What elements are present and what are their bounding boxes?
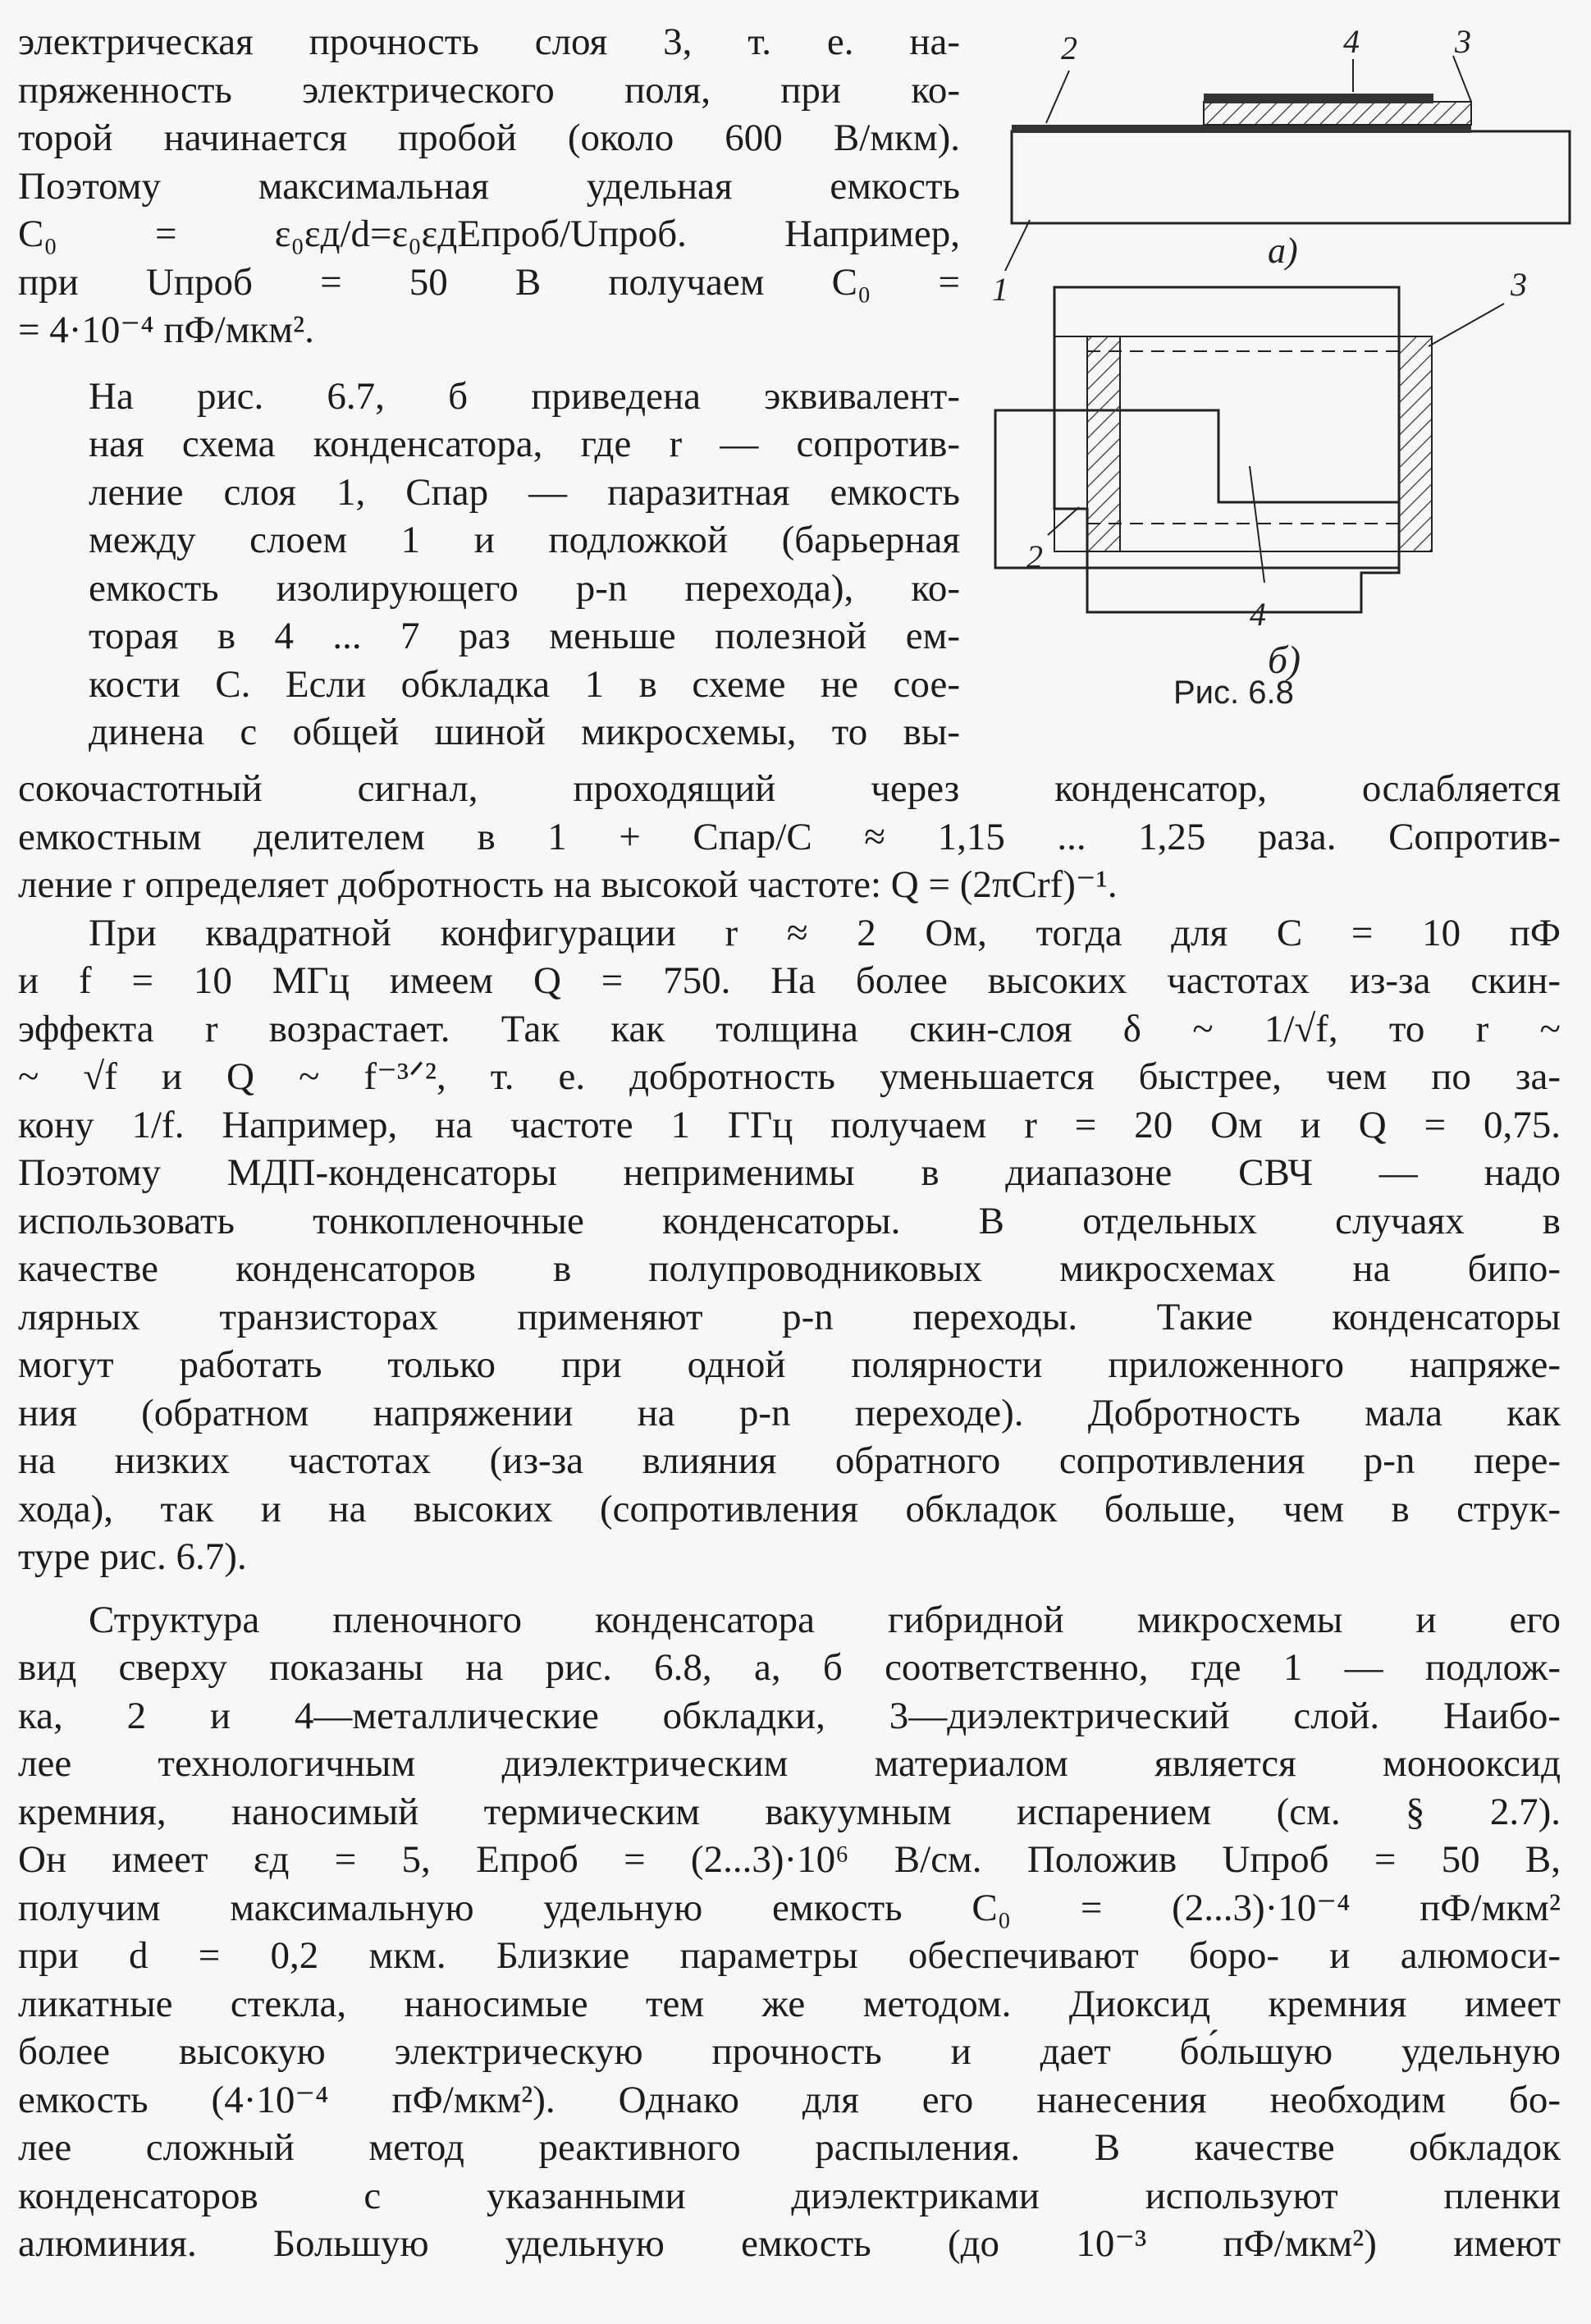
bottom-plate — [1012, 125, 1471, 133]
text-line: при d = 0,2 мкм. Близкие параметры обеспечивают боро- и алюмоси- — [18, 1934, 1561, 1977]
text-line: Поэтому максимальная удельная емкость — [18, 164, 960, 208]
text-line: Поэтому МДП-конденсаторы неприменимы в диапазоне СВЧ — надо — [18, 1151, 1561, 1194]
top-view-b — [995, 266, 1527, 682]
text-line: кремния, наносимый термическим вакуумным испарением (см. § 2.7). — [18, 1790, 1561, 1833]
figure-caption: Рис. 6.8 — [1173, 675, 1294, 711]
substrate — [1012, 131, 1570, 223]
bottom-plate-outline — [995, 410, 1399, 568]
text-line: качестве конденсаторов в полупроводниковых микросхемах на бипо- — [18, 1247, 1561, 1290]
text-line: использовать тонкопленочные конденсаторы. В отдельных случаях в — [18, 1199, 1561, 1242]
text-line: могут работать только при одной полярности приложенного напряже- — [18, 1343, 1561, 1386]
paragraph-2 — [18, 373, 960, 757]
text-line: хода), так и на высоких (сопротивления обкладок больше, чем в струк- — [18, 1487, 1561, 1530]
left-column-text — [18, 18, 960, 757]
text-line: на низких частотах (из-за влияния обратного сопротивления p-n пере- — [18, 1439, 1561, 1482]
text-line: ление слоя 1, Cпар — паразитная емкость — [89, 470, 960, 514]
text-line: вид сверху показаны на рис. 6.8, а, б соответственно, где 1 — подлож- — [18, 1646, 1561, 1689]
dielectric-left — [1087, 336, 1120, 551]
formula-line: = 4·10⁻⁴ пФ/мкм². — [18, 309, 314, 351]
paragraph-3 — [18, 909, 1561, 1581]
paragraph-2-continuation — [18, 765, 1561, 909]
subfigure-b-label: б) — [1268, 638, 1301, 682]
dielectric-right — [1399, 336, 1432, 551]
label-1: 1 — [992, 271, 1008, 308]
text-line: и f = 10 МГц имеем Q = 750. На более высоких частотах из-за скин- — [18, 959, 1561, 1002]
text-line: Структура пленочного конденсатора гибридной микросхемы и его — [89, 1598, 1561, 1641]
dielectric-layer — [1204, 102, 1471, 125]
label-4: 4 — [1343, 23, 1360, 60]
figure-6-8 — [989, 16, 1573, 739]
subfigure-a-label: а) — [1268, 231, 1298, 271]
label-3: 3 — [1455, 23, 1471, 60]
text-line: ~ √f и Q ~ f⁻³ᐟ², т. е. добротность уменьшается быстрее, чем по за- — [18, 1055, 1561, 1098]
text-line: ная схема конденсатора, где r — сопротив- — [89, 423, 960, 465]
text-line: лее сложный метод реактивного распыления. В качестве обкладок — [18, 2126, 1561, 2169]
text-line: На рис. 6.7, б приведена эквивалент- — [89, 374, 960, 418]
text-line: емкость (4·10⁻⁴ пФ/мкм²). Однако для его нанесения необходим бо- — [18, 2078, 1561, 2121]
text-line: торой начинается пробой (около 600 В/мкм). — [18, 117, 960, 159]
text-line: туре рис. 6.7). — [18, 1535, 247, 1578]
cross-section-a — [992, 23, 1570, 308]
text-line: Он имеет εд = 5, Eпроб = (2...3)·10⁶ В/см. Положив Uпроб = 50 В, — [18, 1838, 1561, 1881]
text-line: ка, 2 и 4—металлические обкладки, 3—диэлектрический слой. Наибо- — [18, 1694, 1561, 1737]
formula-line: C₀ = ε₀εд/d=ε₀εдEпроб/Uпроб. Например, — [18, 213, 960, 255]
full-width-text — [18, 765, 1561, 2268]
text-line: кости C. Если обкладка 1 в схеме не сое- — [89, 662, 960, 706]
text-line: сокочастотный сигнал, проходящий через конденсатор, ослабляется — [18, 767, 1561, 810]
capacitor-structure-diagram — [989, 16, 1573, 739]
text-line: При квадратной конфигурации r ≈ 2 Ом, тогда для C = 10 пФ — [89, 911, 1561, 954]
text-line: пряженность электрического поля, при ко- — [18, 68, 960, 112]
text-line: емкостным делителем в 1 + Cпар/C ≈ 1,15 ... 1,25 раза. Сопротив- — [18, 815, 1561, 858]
label-3b: 3 — [1511, 266, 1527, 303]
text-line: алюминия. Большую удельную емкость (до 10⁻³ пФ/мкм²) имеют — [18, 2222, 1561, 2265]
text-line: электрическая прочность слоя 3, т. е. на- — [18, 21, 960, 63]
label-4b: 4 — [1250, 596, 1266, 633]
paragraph-4 — [18, 1596, 1561, 2268]
text-line: более высокую электрическую прочность и дает бо́льшую удельную — [18, 2030, 1561, 2073]
text-line: ление r определяет добротность на высокой частоте: Q = (2πCrf)⁻¹. — [18, 863, 1118, 906]
text-line: кону 1/f. Например, на частоте 1 ГГц получаем r = 20 Ом и Q = 0,75. — [18, 1103, 1561, 1146]
text-line: емкость изолирующего p-n перехода), ко- — [89, 566, 960, 610]
text-line: динена с общей шиной микросхемы, то вы- — [89, 711, 960, 753]
formula-line: при Uпроб = 50 В получаем C₀ = — [18, 260, 960, 304]
label-2: 2 — [1061, 30, 1077, 66]
label-2b: 2 — [1026, 538, 1043, 575]
top-plate — [1204, 94, 1433, 103]
paragraph-1 — [18, 18, 960, 355]
text-line: торая в 4 ... 7 раз меньше полезной ем- — [89, 615, 960, 657]
text-line: между слоем 1 и подложкой (барьерная — [89, 519, 960, 561]
text-line: эффекта r возрастает. Так как толщина скин-слоя δ ~ 1/√f, то r ~ — [18, 1007, 1561, 1050]
text-line: лярных транзисторах применяют p-n переходы. Такие конденсаторы — [18, 1295, 1561, 1338]
text-line: ликатные стекла, наносимые тем же методом. Диоксид кремния имеет — [18, 1982, 1561, 2025]
text-line: получим максимальную удельную емкость C₀ = (2...3)·10⁻⁴ пФ/мкм² — [18, 1886, 1561, 1929]
text-line: лее технологичным диэлектрическим материалом является монооксид — [18, 1742, 1561, 1785]
text-line: ния (обратном напряжении на p-n переходе). Добротность мала как — [18, 1391, 1561, 1434]
text-line: конденсаторов с указанными диэлектриками используют пленки — [18, 2174, 1561, 2217]
